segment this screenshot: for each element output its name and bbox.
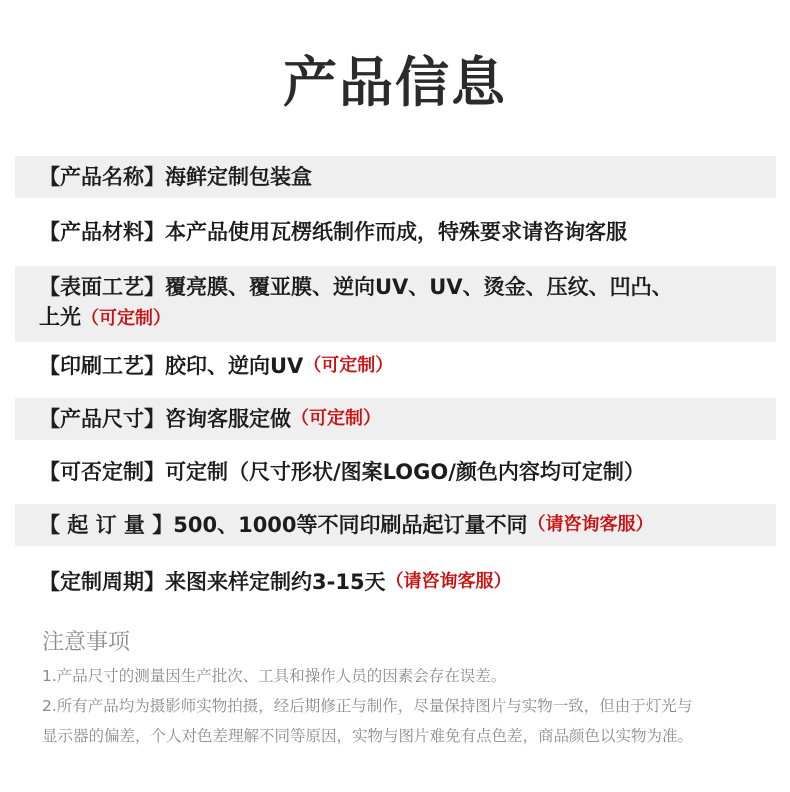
consult-service-note: （请咨询客服） bbox=[385, 571, 512, 592]
row-value: 可定制（尺寸形状/图案LOGO/颜色内容均可定制） bbox=[165, 460, 645, 484]
row-value: 本产品使用瓦楞纸制作而成，特殊要求请咨询客服 bbox=[165, 220, 627, 244]
row-value: 咨询客服定做 bbox=[165, 407, 291, 431]
customizable-note: （可定制） bbox=[81, 308, 171, 329]
row-label: 【可否定制】 bbox=[39, 460, 165, 484]
row-value-continued: 上光 bbox=[39, 305, 81, 329]
row-value: 海鲜定制包装盒 bbox=[165, 165, 312, 189]
note-line-1: 1.产品尺寸的测量因生产批次、工具和操作人员的因素会存在误差。 bbox=[42, 667, 507, 685]
row-custom-cycle bbox=[15, 560, 776, 604]
row-label: 【定制周期】 bbox=[39, 570, 165, 594]
row-label: 【 起 订 量 】 bbox=[39, 513, 174, 537]
customizable-note: （可定制） bbox=[303, 355, 394, 376]
row-label: 【产品名称】 bbox=[39, 165, 165, 189]
row-product-size bbox=[15, 398, 776, 440]
row-label: 【印刷工艺】 bbox=[39, 354, 165, 378]
note-line-3: 显示器的偏差，个人对色差理解不同等原因，实物与图片难免有点色差，商品颜色以实物为准。 bbox=[42, 727, 694, 745]
row-value: 胶印、逆向UV bbox=[165, 354, 304, 378]
customizable-note: （可定制） bbox=[291, 408, 381, 429]
row-label: 【表面工艺】 bbox=[39, 275, 165, 299]
row-product-material bbox=[15, 208, 776, 256]
notes-title: 注意事项 bbox=[42, 630, 131, 655]
page-title: 产品信息 bbox=[283, 51, 507, 114]
row-customizable bbox=[15, 450, 776, 494]
row-minimum-order bbox=[15, 504, 776, 546]
row-product-name bbox=[15, 156, 776, 198]
row-label: 【产品材料】 bbox=[39, 220, 165, 244]
row-label: 【产品尺寸】 bbox=[39, 407, 165, 431]
note-line-2: 2.所有产品均为摄影师实物拍摄，经后期修正与制作，尽量保持图片与实物一致，但由于灯光与 bbox=[42, 697, 693, 715]
row-surface-process bbox=[15, 266, 776, 342]
row-value: 来图来样定制约3-15天 bbox=[165, 570, 386, 594]
row-value: 覆亮膜、覆亚膜、逆向UV、UV、烫金、压纹、凹凸、 bbox=[165, 275, 673, 299]
consult-service-note: （请咨询客服） bbox=[527, 514, 654, 535]
row-printing-process bbox=[15, 346, 776, 386]
row-value: 500、1000等不同印刷品起订量不同 bbox=[173, 513, 528, 537]
